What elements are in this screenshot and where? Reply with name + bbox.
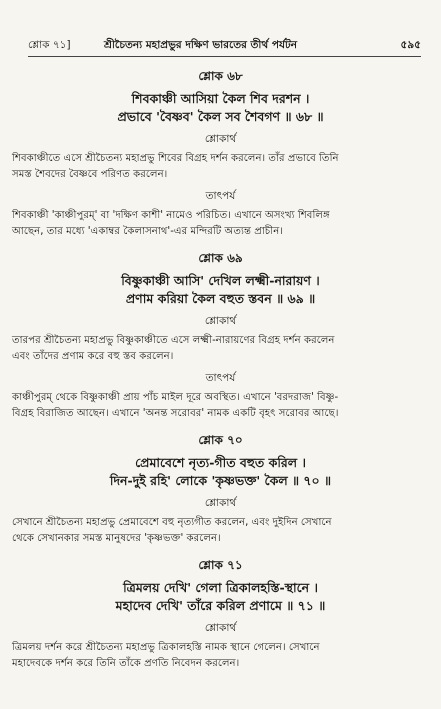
- verse-section-69: [12, 250, 429, 422]
- verse-line: শিবকাঞ্চী আসিয়া কৈল শিব দরশন ।: [131, 91, 310, 106]
- running-header: [12, 38, 429, 56]
- translation-line: থেকে সেখানকার সমস্ত মানুষদের 'কৃষ্ণভক্ত' করলেন।: [12, 533, 221, 544]
- translation-line: মহাদেবকে দর্শন করে তিনি তাঁকে প্রণতি নিবেদন করলেন।: [12, 658, 240, 669]
- translation-line: তারপর শ্রীচৈতন্য মহাপ্রভু বিষ্ণুকাঞ্চীতে এসে লক্ষ্মী-নারায়ণের বিগ্রহ দর্শন করলেন: [12, 335, 335, 346]
- translation-line: এবং তাঁদের প্রণাম করে বহু স্তব করলেন।: [12, 351, 174, 362]
- verse-line: প্রেমাবেশে নৃত্য-গীত বহুত করিল ।: [135, 455, 306, 470]
- purport-line: আছেন, তার মধ্যে 'একাম্বর কৈলাসনাথ'-এর মন্দিরটি অত্যন্ত প্রাচীন।: [12, 226, 283, 237]
- page-content: [12, 68, 429, 672]
- verse-line: প্রভাবে 'বৈষ্ণব' কৈল সব শৈবগণ ॥ ৬৮ ॥: [117, 109, 324, 124]
- translation-label: শ্লোকার্থ: [204, 622, 237, 634]
- verse-line: প্রণাম করিয়া কৈল বহুত স্তবন ॥ ৬৯ ॥: [125, 291, 316, 306]
- purport-line: শিবকাঞ্চী 'কাঞ্চীপুরম্' বা 'দক্ষিণ কাশী' নামেও পরিচিত। এখানে অসংখ্য শিবলিঙ্গ: [12, 210, 330, 221]
- page-number: ৫৯৫: [400, 39, 421, 51]
- verse-line: বিষ্ণুকাঞ্চী আসি' দেখিল লক্ষ্মী-নারায়ণ ।: [121, 273, 320, 288]
- verse-section-71: [12, 557, 429, 672]
- purport-label: তাৎপর্য: [205, 372, 236, 384]
- verse-heading: শ্লোক ৬৮: [198, 69, 243, 83]
- translation-line: ত্রিমলয় দর্শন করে শ্রীচৈতন্য মহাপ্রভু ত্রিকালহস্তি নামক স্থানে গেলেন। সেখানে: [12, 642, 320, 653]
- purport-label: তাৎপর্য: [205, 190, 236, 202]
- translation-line: সমস্ত শৈবদের বৈষ্ণবে পরিণত করলেন।: [12, 169, 168, 180]
- header-verse-ref: শ্লোক ৭১]: [28, 39, 71, 51]
- verse-section-68: [12, 68, 429, 240]
- verse-heading: শ্লোক ৭১: [198, 558, 243, 572]
- translation-line: সেখানে শ্রীচৈতন্য মহাপ্রভু প্রেমাবেশে বহু নৃত্যগীত করলেন, এবং দুইদিন সেখানে: [12, 517, 332, 528]
- translation-label: শ্লোকার্থ: [204, 315, 237, 327]
- translation-label: শ্লোকার্থ: [204, 497, 237, 509]
- verse-heading: শ্লোক ৭০: [198, 433, 243, 447]
- purport-line: বিগ্রহ বিরাজিত আছেন। এখানে 'অনন্ত সরোবর' নামক একটি বৃহৎ সরোবর আছে।: [12, 408, 339, 419]
- verse-heading: শ্লোক ৬৯: [198, 251, 243, 265]
- verse-section-70: [12, 432, 429, 547]
- verse-line: মহাদেব দেখি' তাঁরে করিল প্রণামে ॥ ৭১ ॥: [115, 598, 326, 613]
- verse-line: ত্রিমলয় দেখি' গেলা ত্রিকালহস্তি-স্থানে ।: [123, 580, 318, 595]
- header-rule: [28, 56, 421, 57]
- purport-line: কাঞ্চীপুরম্ থেকে বিষ্ণুকাঞ্চী প্রায় পাঁচ মাইল দূরে অবস্থিত। এখানে 'বরদরাজ' বিষ্ণু-: [12, 392, 339, 403]
- translation-line: শিবকাঞ্চীতে এসে শ্রীচৈতন্য মহাপ্রভু শিবের বিগ্রহ দর্শন করলেন। তাঁর প্রভাবে তিনি: [12, 153, 339, 164]
- verse-line: দিন-দুই রহি' লোকে 'কৃষ্ণভক্ত' কৈল ॥ ৭০ ॥: [109, 473, 332, 488]
- header-chapter-title: শ্রীচৈতন্য মহাপ্রভুর দক্ষিণ ভারতের তীর্থ পর্যটন: [104, 39, 298, 51]
- translation-label: শ্লোকার্থ: [204, 133, 237, 145]
